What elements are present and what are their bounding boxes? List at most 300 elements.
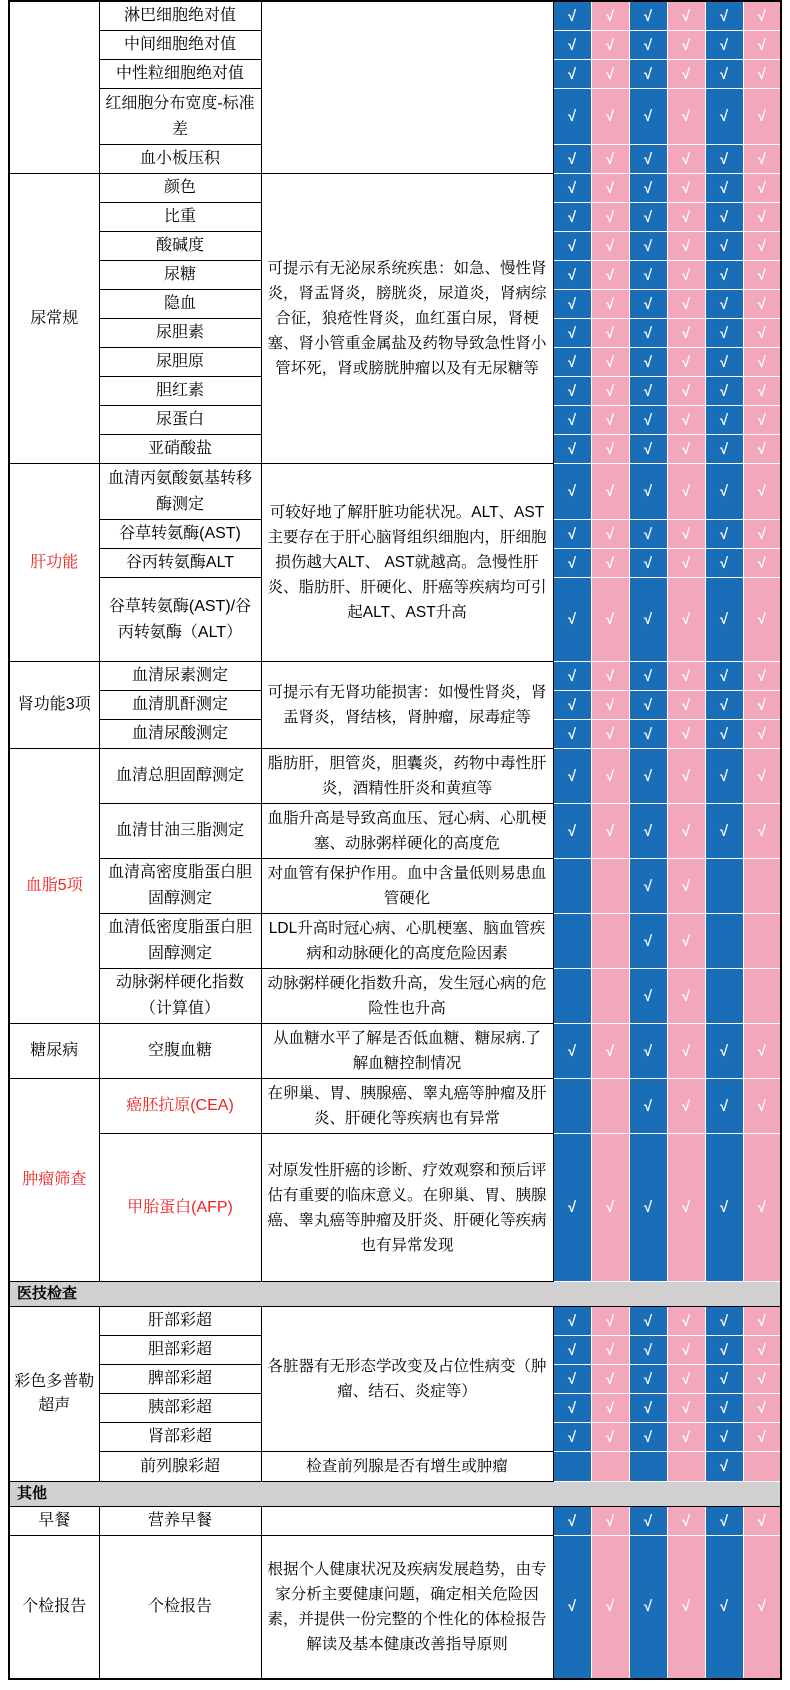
check-cell-checked <box>667 749 705 804</box>
item-cell: 尿胆素 <box>99 319 261 348</box>
check-mark-icon: √ <box>567 266 577 284</box>
check-mark-icon: √ <box>757 1512 766 1530</box>
check-mark-icon: √ <box>681 1598 691 1616</box>
check-cell-checked <box>591 1336 629 1365</box>
check-mark-icon: √ <box>719 1598 729 1616</box>
check-cell-checked <box>743 319 781 348</box>
check-mark-icon: √ <box>757 65 766 83</box>
check-mark-icon: √ <box>643 611 653 628</box>
check-cell-checked <box>629 662 667 691</box>
check-cell-checked <box>553 319 591 348</box>
description-cell <box>261 1 553 174</box>
check-cell-empty <box>743 969 781 1024</box>
check-mark-icon: √ <box>757 1341 766 1359</box>
check-mark-icon: √ <box>605 611 615 628</box>
check-cell-checked <box>705 720 743 749</box>
check-mark-icon: √ <box>757 696 766 714</box>
check-cell-checked <box>705 749 743 804</box>
check-mark-icon: √ <box>757 7 766 25</box>
check-mark-icon: √ <box>681 987 691 1005</box>
check-mark-icon: √ <box>643 525 653 543</box>
check-cell-checked <box>591 549 629 578</box>
check-mark-icon: √ <box>643 1097 653 1115</box>
item-cell: 尿蛋白 <box>99 406 261 435</box>
table-row <box>9 174 781 203</box>
check-cell-checked <box>591 1507 629 1536</box>
check-mark-icon: √ <box>757 1428 766 1446</box>
check-mark-icon: √ <box>567 324 577 342</box>
check-mark-icon: √ <box>605 1399 615 1417</box>
check-cell-checked <box>743 691 781 720</box>
check-mark-icon: √ <box>643 1341 653 1359</box>
check-cell-checked <box>743 174 781 203</box>
check-cell-checked <box>667 720 705 749</box>
category-cell: 个检报告 <box>9 1536 99 1679</box>
check-cell-checked <box>705 89 743 145</box>
check-cell-checked <box>705 1079 743 1134</box>
check-cell-checked <box>743 549 781 578</box>
check-cell-checked <box>591 1365 629 1394</box>
item-cell: 营养早餐 <box>99 1507 261 1536</box>
check-mark-icon: √ <box>567 108 577 125</box>
check-mark-icon: √ <box>681 411 691 429</box>
check-cell-checked <box>591 174 629 203</box>
check-mark-icon: √ <box>605 295 615 313</box>
check-mark-icon: √ <box>605 767 615 785</box>
check-cell-checked <box>743 89 781 145</box>
check-mark-icon: √ <box>605 1341 615 1359</box>
check-cell-checked <box>705 1507 743 1536</box>
check-mark-icon: √ <box>643 667 653 685</box>
checkup-comparison-table <box>8 0 782 1680</box>
table-row <box>9 1134 781 1282</box>
check-cell-empty <box>743 914 781 969</box>
check-cell-checked <box>667 1024 705 1079</box>
check-cell-checked <box>553 31 591 60</box>
check-mark-icon: √ <box>605 353 615 371</box>
check-mark-icon: √ <box>681 1428 691 1446</box>
check-cell-checked <box>667 969 705 1024</box>
category-cell <box>9 1 99 174</box>
check-mark-icon: √ <box>757 822 766 840</box>
check-cell-checked <box>705 145 743 174</box>
check-mark-icon: √ <box>643 353 653 371</box>
check-cell-checked <box>591 261 629 290</box>
check-cell-checked <box>553 804 591 859</box>
item-cell: 血清高密度脂蛋白胆固醇测定 <box>99 859 261 914</box>
check-mark-icon: √ <box>643 1042 653 1060</box>
check-cell-checked <box>553 1024 591 1079</box>
check-cell-checked <box>629 1423 667 1452</box>
check-mark-icon: √ <box>567 150 577 168</box>
check-cell-checked <box>553 549 591 578</box>
item-cell: 谷丙转氨酶ALT <box>99 549 261 578</box>
check-cell-checked <box>629 1507 667 1536</box>
check-cell-checked <box>591 1 629 31</box>
item-cell: 淋巴细胞绝对值 <box>99 1 261 31</box>
item-cell: 个检报告 <box>99 1536 261 1679</box>
check-cell-checked <box>591 1536 629 1679</box>
check-mark-icon: √ <box>681 483 691 500</box>
check-cell-checked <box>743 662 781 691</box>
check-mark-icon: √ <box>567 295 577 313</box>
check-cell-empty <box>629 1452 667 1482</box>
check-cell-checked <box>629 549 667 578</box>
check-mark-icon: √ <box>567 1042 577 1060</box>
check-cell-checked <box>591 290 629 319</box>
check-mark-icon: √ <box>719 1312 729 1330</box>
description-cell: 动脉粥样硬化指数升高，发生冠心病的危险性也升高 <box>261 969 553 1024</box>
check-mark-icon: √ <box>567 179 577 197</box>
check-cell-checked <box>705 578 743 662</box>
check-mark-icon: √ <box>719 1097 729 1115</box>
check-cell-empty <box>591 914 629 969</box>
check-mark-icon: √ <box>757 667 766 685</box>
check-mark-icon: √ <box>681 1042 691 1060</box>
check-mark-icon: √ <box>567 411 577 429</box>
check-cell-checked <box>705 520 743 549</box>
check-cell-checked <box>629 60 667 89</box>
check-mark-icon: √ <box>643 483 653 500</box>
check-mark-icon: √ <box>681 150 691 168</box>
table-row <box>9 749 781 804</box>
check-mark-icon: √ <box>643 932 653 950</box>
check-cell-checked <box>705 290 743 319</box>
check-mark-icon: √ <box>719 1370 729 1388</box>
check-mark-icon: √ <box>567 237 577 255</box>
check-cell-checked <box>629 348 667 377</box>
check-mark-icon: √ <box>567 1512 577 1530</box>
category-cell: 糖尿病 <box>9 1024 99 1079</box>
check-mark-icon: √ <box>719 767 729 785</box>
check-mark-icon: √ <box>643 179 653 197</box>
check-mark-icon: √ <box>681 1199 691 1216</box>
check-mark-icon: √ <box>567 36 577 54</box>
description-cell: 从血糖水平了解是否低血糖、糖尿病.了解血糖控制情况 <box>261 1024 553 1079</box>
check-cell-checked <box>705 1134 743 1282</box>
check-cell-checked <box>629 31 667 60</box>
check-mark-icon: √ <box>567 554 577 572</box>
check-cell-checked <box>667 1336 705 1365</box>
check-mark-icon: √ <box>605 1428 615 1446</box>
check-cell-checked <box>553 435 591 464</box>
check-mark-icon: √ <box>719 725 729 743</box>
check-mark-icon: √ <box>719 266 729 284</box>
check-cell-checked <box>743 261 781 290</box>
check-mark-icon: √ <box>681 696 691 714</box>
check-cell-checked <box>743 720 781 749</box>
check-mark-icon: √ <box>681 554 691 572</box>
check-mark-icon: √ <box>567 696 577 714</box>
check-cell-checked <box>629 406 667 435</box>
check-mark-icon: √ <box>605 65 615 83</box>
item-cell: 血小板压积 <box>99 145 261 174</box>
check-mark-icon: √ <box>567 1199 577 1216</box>
check-cell-checked <box>743 804 781 859</box>
check-mark-icon: √ <box>567 1370 577 1388</box>
check-cell-checked <box>743 60 781 89</box>
check-mark-icon: √ <box>681 611 691 628</box>
check-mark-icon: √ <box>643 554 653 572</box>
check-cell-checked <box>553 348 591 377</box>
check-mark-icon: √ <box>605 525 615 543</box>
check-cell-checked <box>705 261 743 290</box>
check-cell-checked <box>705 348 743 377</box>
check-cell-checked <box>705 1307 743 1336</box>
check-cell-checked <box>591 319 629 348</box>
check-mark-icon: √ <box>605 266 615 284</box>
check-mark-icon: √ <box>719 353 729 371</box>
check-mark-icon: √ <box>719 440 729 458</box>
check-cell-empty <box>553 969 591 1024</box>
check-cell-checked <box>591 377 629 406</box>
check-mark-icon: √ <box>719 822 729 840</box>
check-mark-icon: √ <box>757 767 766 785</box>
check-cell-checked <box>743 578 781 662</box>
check-mark-icon: √ <box>643 1428 653 1446</box>
check-cell-checked <box>667 549 705 578</box>
category-cell: 彩色多普勒超声 <box>9 1307 99 1482</box>
item-cell: 血清低密度脂蛋白胆固醇测定 <box>99 914 261 969</box>
check-cell-checked <box>705 377 743 406</box>
check-mark-icon: √ <box>643 1312 653 1330</box>
check-cell-empty <box>705 969 743 1024</box>
check-mark-icon: √ <box>719 7 729 25</box>
item-cell: 肾部彩超 <box>99 1423 261 1452</box>
check-mark-icon: √ <box>605 324 615 342</box>
check-mark-icon: √ <box>605 179 615 197</box>
check-mark-icon: √ <box>681 295 691 313</box>
check-cell-checked <box>591 232 629 261</box>
description-cell <box>261 1507 553 1536</box>
table-row <box>9 804 781 859</box>
check-cell-checked <box>667 662 705 691</box>
check-mark-icon: √ <box>681 877 691 895</box>
check-mark-icon: √ <box>719 295 729 313</box>
check-cell-checked <box>629 969 667 1024</box>
check-mark-icon: √ <box>643 36 653 54</box>
table-row <box>9 1 781 31</box>
description-cell: 可提示有无泌尿系统疾患：如急、慢性肾炎，肾盂肾炎，膀胱炎，尿道炎，肾病综合征，狼疮性肾炎，血红蛋白尿，肾梗塞、肾小管重金属盐及药物导致急性肾小管坏死，肾或膀胱肿瘤以及有无尿糖等 <box>261 174 553 464</box>
check-cell-checked <box>553 1307 591 1336</box>
check-mark-icon: √ <box>719 611 729 628</box>
check-cell-checked <box>629 89 667 145</box>
check-cell-checked <box>667 1536 705 1679</box>
check-mark-icon: √ <box>719 1399 729 1417</box>
check-cell-checked <box>705 31 743 60</box>
check-mark-icon: √ <box>643 725 653 743</box>
check-mark-icon: √ <box>719 1512 729 1530</box>
check-mark-icon: √ <box>757 483 766 500</box>
check-cell-checked <box>705 174 743 203</box>
check-mark-icon: √ <box>643 440 653 458</box>
check-mark-icon: √ <box>567 1312 577 1330</box>
check-cell-checked <box>743 1134 781 1282</box>
check-mark-icon: √ <box>681 667 691 685</box>
item-cell: 血清肌酐测定 <box>99 691 261 720</box>
item-cell: 尿胆原 <box>99 348 261 377</box>
check-mark-icon: √ <box>719 179 729 197</box>
check-mark-icon: √ <box>605 725 615 743</box>
description-cell: 对血管有保护作用。血中含量低则易患血管硬化 <box>261 859 553 914</box>
description-cell: 各脏器有无形态学改变及占位性病变（肿瘤、结石、炎症等） <box>261 1307 553 1452</box>
check-cell-checked <box>553 749 591 804</box>
check-mark-icon: √ <box>567 65 577 83</box>
check-mark-icon: √ <box>605 696 615 714</box>
table-row <box>9 464 781 520</box>
check-cell-checked <box>667 174 705 203</box>
check-cell-checked <box>705 406 743 435</box>
check-mark-icon: √ <box>605 150 615 168</box>
check-mark-icon: √ <box>757 411 766 429</box>
item-cell: 血清丙氨酸氨基转移酶测定 <box>99 464 261 520</box>
table-row <box>9 1024 781 1079</box>
item-cell: 肝部彩超 <box>99 1307 261 1336</box>
check-cell-checked <box>629 1394 667 1423</box>
check-cell-checked <box>553 520 591 549</box>
category-cell: 早餐 <box>9 1507 99 1536</box>
check-cell-checked <box>705 1024 743 1079</box>
check-cell-checked <box>743 464 781 520</box>
check-mark-icon: √ <box>605 822 615 840</box>
check-cell-checked <box>743 31 781 60</box>
check-cell-checked <box>553 720 591 749</box>
description-cell: 检查前列腺是否有增生或肿瘤 <box>261 1452 553 1482</box>
check-cell-checked <box>591 406 629 435</box>
check-cell-checked <box>705 549 743 578</box>
check-cell-checked <box>591 662 629 691</box>
item-cell: 谷草转氨酶(AST)/谷丙转氨酶（ALT） <box>99 578 261 662</box>
check-cell-checked <box>705 232 743 261</box>
check-cell-checked <box>629 319 667 348</box>
check-mark-icon: √ <box>681 1370 691 1388</box>
check-mark-icon: √ <box>605 667 615 685</box>
description-cell: LDL升高时冠心病、心肌梗塞、脑血管疾病和动脉硬化的高度危险因素 <box>261 914 553 969</box>
check-cell-checked <box>743 1024 781 1079</box>
check-mark-icon: √ <box>605 440 615 458</box>
item-cell: 前列腺彩超 <box>99 1452 261 1482</box>
check-mark-icon: √ <box>681 440 691 458</box>
category-cell: 肿瘤筛查 <box>9 1079 99 1282</box>
check-cell-checked <box>705 1536 743 1679</box>
check-mark-icon: √ <box>605 382 615 400</box>
check-cell-checked <box>591 203 629 232</box>
check-cell-checked <box>667 1507 705 1536</box>
check-mark-icon: √ <box>643 822 653 840</box>
check-mark-icon: √ <box>719 1458 729 1475</box>
check-cell-checked <box>667 520 705 549</box>
check-mark-icon: √ <box>757 208 766 226</box>
check-mark-icon: √ <box>681 36 691 54</box>
check-mark-icon: √ <box>757 1312 766 1330</box>
check-cell-checked <box>629 720 667 749</box>
check-mark-icon: √ <box>567 208 577 226</box>
check-cell-checked <box>553 1134 591 1282</box>
category-cell: 尿常规 <box>9 174 99 464</box>
check-mark-icon: √ <box>757 1042 766 1060</box>
check-mark-icon: √ <box>719 1199 729 1216</box>
item-cell: 胆部彩超 <box>99 1336 261 1365</box>
check-cell-checked <box>629 578 667 662</box>
check-cell-checked <box>743 1307 781 1336</box>
check-mark-icon: √ <box>681 7 691 25</box>
check-mark-icon: √ <box>681 237 691 255</box>
check-cell-checked <box>743 203 781 232</box>
item-cell: 比重 <box>99 203 261 232</box>
check-mark-icon: √ <box>757 525 766 543</box>
check-mark-icon: √ <box>567 525 577 543</box>
check-cell-checked <box>629 859 667 914</box>
check-cell-checked <box>629 520 667 549</box>
check-cell-checked <box>743 377 781 406</box>
check-cell-checked <box>705 60 743 89</box>
check-mark-icon: √ <box>757 150 766 168</box>
check-cell-checked <box>667 1134 705 1282</box>
check-mark-icon: √ <box>567 1399 577 1417</box>
check-mark-icon: √ <box>719 667 729 685</box>
check-mark-icon: √ <box>681 1097 691 1115</box>
table-row <box>9 914 781 969</box>
check-mark-icon: √ <box>757 1370 766 1388</box>
check-cell-checked <box>743 1394 781 1423</box>
check-mark-icon: √ <box>605 1370 615 1388</box>
check-mark-icon: √ <box>567 767 577 785</box>
description-cell: 可提示有无肾功能损害：如慢性肾炎，肾盂肾炎，肾结核，肾肿瘤，尿毒症等 <box>261 662 553 749</box>
check-mark-icon: √ <box>757 611 766 628</box>
check-mark-icon: √ <box>681 1312 691 1330</box>
check-cell-checked <box>667 406 705 435</box>
check-mark-icon: √ <box>567 725 577 743</box>
check-mark-icon: √ <box>719 65 729 83</box>
check-cell-empty <box>743 1452 781 1482</box>
check-mark-icon: √ <box>605 411 615 429</box>
check-cell-checked <box>629 464 667 520</box>
check-mark-icon: √ <box>605 483 615 500</box>
check-mark-icon: √ <box>719 483 729 500</box>
check-cell-checked <box>743 145 781 174</box>
check-cell-checked <box>629 914 667 969</box>
check-mark-icon: √ <box>643 208 653 226</box>
check-mark-icon: √ <box>757 1598 766 1616</box>
check-mark-icon: √ <box>719 108 729 125</box>
check-cell-checked <box>553 1336 591 1365</box>
check-mark-icon: √ <box>719 36 729 54</box>
check-mark-icon: √ <box>605 36 615 54</box>
item-cell: 隐血 <box>99 290 261 319</box>
check-cell-checked <box>667 319 705 348</box>
check-mark-icon: √ <box>681 932 691 950</box>
check-mark-icon: √ <box>757 554 766 572</box>
category-cell: 血脂5项 <box>9 749 99 1024</box>
check-mark-icon: √ <box>681 382 691 400</box>
check-mark-icon: √ <box>643 1598 653 1616</box>
check-cell-checked <box>591 435 629 464</box>
check-cell-checked <box>667 60 705 89</box>
check-cell-checked <box>629 1134 667 1282</box>
check-cell-checked <box>591 1394 629 1423</box>
check-cell-checked <box>629 1365 667 1394</box>
check-mark-icon: √ <box>757 179 766 197</box>
item-cell: 尿糖 <box>99 261 261 290</box>
check-cell-checked <box>743 290 781 319</box>
check-cell-checked <box>591 720 629 749</box>
check-cell-checked <box>629 232 667 261</box>
check-cell-checked <box>629 203 667 232</box>
check-cell-checked <box>667 435 705 464</box>
check-cell-checked <box>705 1423 743 1452</box>
check-mark-icon: √ <box>567 7 577 25</box>
description-cell: 血脂升高是导致高血压、冠心病、心肌梗塞、动脉粥样硬化的高度危 <box>261 804 553 859</box>
